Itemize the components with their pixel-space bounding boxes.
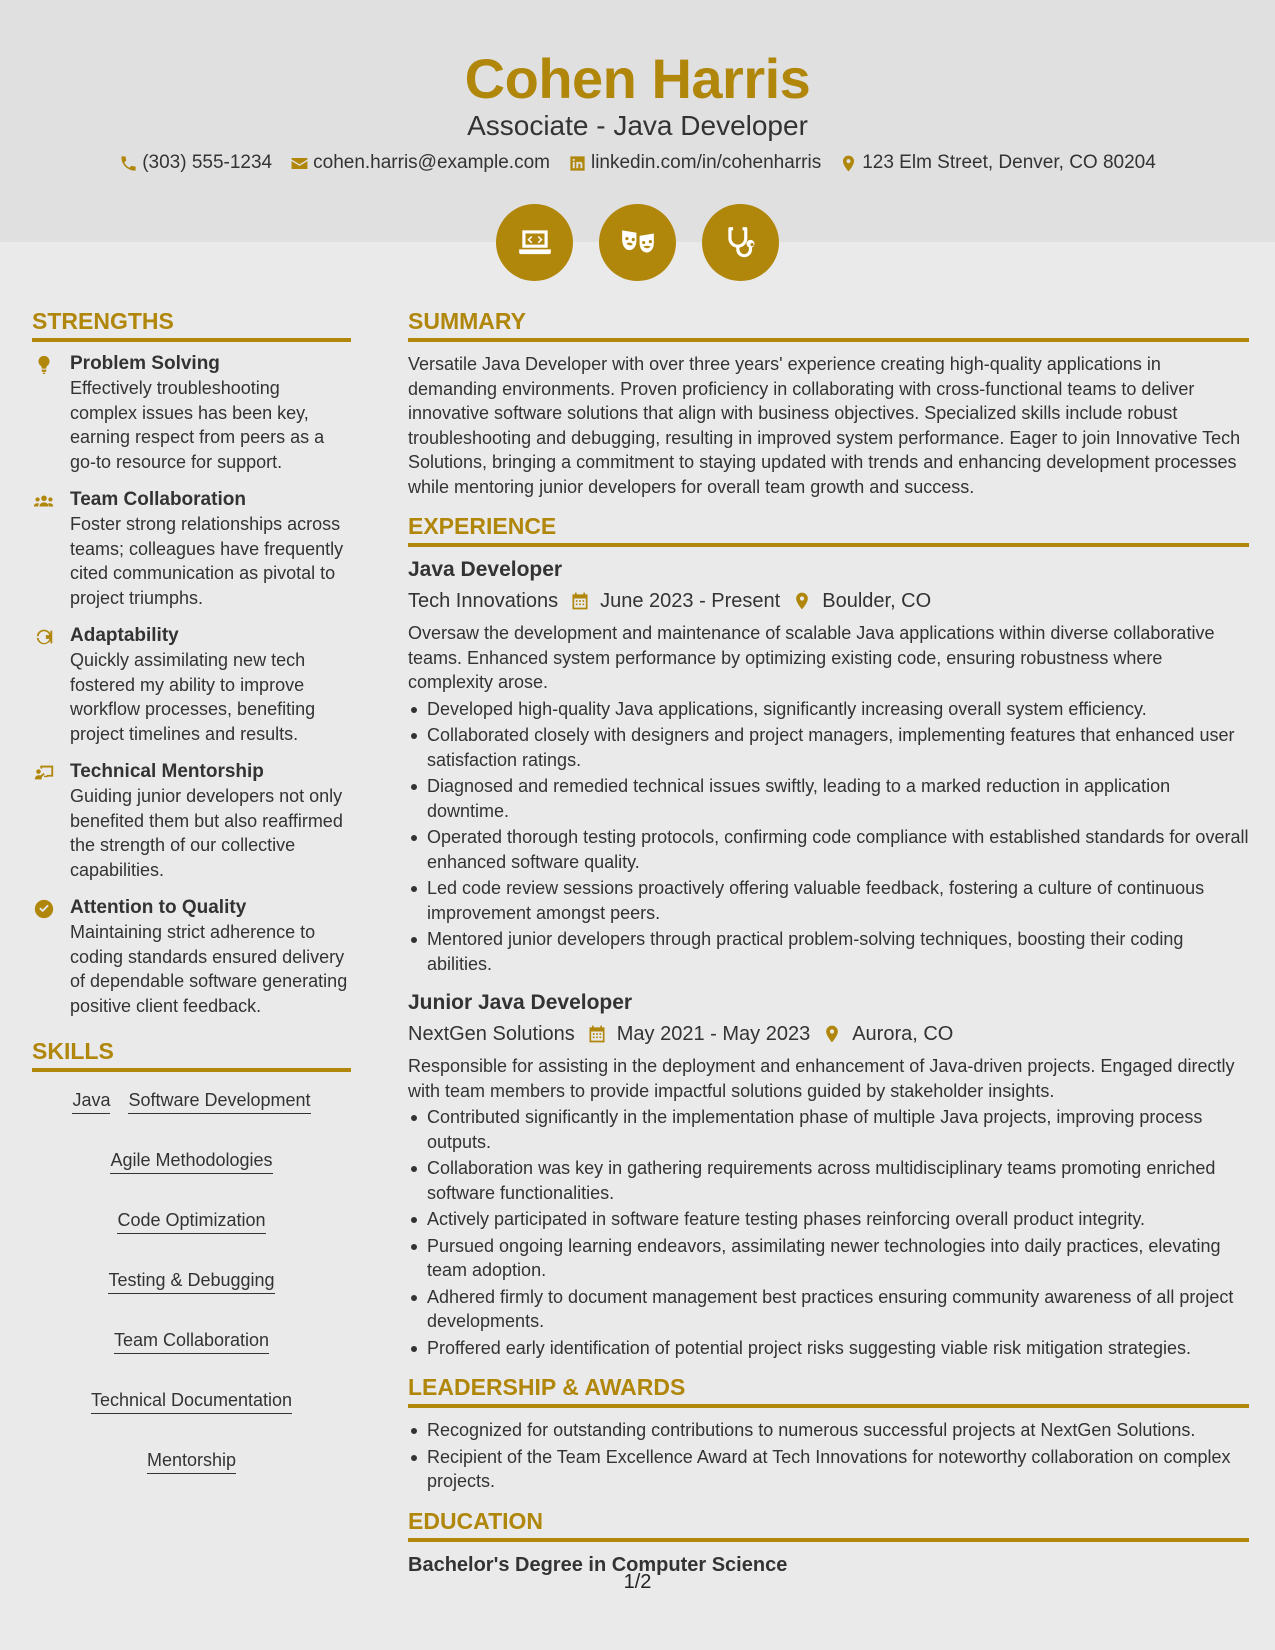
strength-title: Problem Solving (70, 353, 220, 374)
job-company: NextGen Solutions (408, 1023, 575, 1045)
job-dates: May 2021 - May 2023 (616, 1023, 811, 1045)
linkedin-text[interactable]: linkedin.com/in/cohenharris (590, 152, 822, 173)
award-item: Recipient of the Team Excellence Award at Tech Innovations for noteworthy collaboration on complex projects. (408, 1445, 1249, 1494)
job-bullets (408, 1105, 1249, 1360)
chalkboard-teacher-icon (33, 762, 55, 784)
strength-title: Adaptability (70, 625, 179, 646)
left-column (32, 308, 351, 1474)
education-heading: EDUCATION (408, 1508, 1249, 1542)
map-marker-icon (839, 154, 858, 173)
users-icon (33, 490, 55, 512)
summary-heading: SUMMARY (408, 308, 1249, 342)
page-number: 1/2 (623, 1571, 652, 1593)
job-meta (408, 587, 1249, 615)
skill-tag: Testing & Debugging (108, 1268, 274, 1294)
strength-title: Technical Mentorship (70, 761, 264, 782)
check-circle-icon (33, 898, 55, 920)
phone-icon (119, 154, 138, 173)
job-description: Responsible for assisting in the deployment and enhancement of Java-driven projects. Engaged directly with team members to provide impactful solutions guided by stakeholder insights. (408, 1056, 1235, 1101)
phone-text: (303) 555-1234 (142, 152, 273, 173)
stethoscope-icon (722, 224, 760, 262)
skill-tag: Software Development (128, 1088, 310, 1114)
hobby-medicine (702, 204, 779, 281)
skills-list (32, 1082, 351, 1474)
job-company: Tech Innovations (408, 590, 559, 612)
contact-address (839, 152, 1156, 174)
strength-item (32, 352, 351, 474)
email-text[interactable]: cohen.harris@example.com (313, 152, 550, 173)
strength-item (32, 760, 351, 882)
strength-desc: Foster strong relationships across teams; colleagues have frequently cited communication as pivotal to project triumphs. (70, 514, 344, 608)
map-marker-icon (792, 591, 812, 611)
strength-item (32, 624, 351, 746)
candidate-title: Associate - Java Developer (467, 110, 808, 141)
contact-phone (119, 152, 272, 174)
calendar-icon (570, 591, 590, 611)
job-bullet: Proffered early identification of potential project risks suggesting viable risk mitigation strategies. (408, 1336, 1249, 1361)
strengths-heading: STRENGTHS (32, 308, 351, 342)
linkedin-icon (568, 154, 587, 173)
strength-item (32, 488, 351, 610)
contact-email[interactable] (290, 152, 550, 174)
strength-item (32, 896, 351, 1018)
skill-tag: Java (72, 1088, 110, 1114)
leadership-heading: LEADERSHIP & AWARDS (408, 1374, 1249, 1408)
job-bullet: Collaboration was key in gathering requirements across multidisciplinary teams promoting enriched software functionalities. (408, 1156, 1249, 1205)
job-bullet: Mentored junior developers through practical problem-solving techniques, boosting their coding abilities. (408, 927, 1249, 976)
skill-tag: Mentorship (147, 1448, 236, 1474)
calendar-icon (587, 1024, 607, 1044)
strength-desc: Guiding junior developers not only benefited them but also reaffirmed the strength of our collective capabilities. (70, 786, 343, 880)
strength-desc: Effectively troubleshooting complex issues has been key, earning respect from peers as a go-to resource for support. (70, 378, 325, 472)
job-bullet: Diagnosed and remedied technical issues swiftly, leading to a marked reduction in application downtime. (408, 774, 1249, 823)
experience-heading: EXPERIENCE (408, 513, 1249, 547)
contact-bar (0, 152, 1275, 174)
job-bullet: Adhered firmly to document management best practices ensuring community awareness of all project developments. (408, 1285, 1249, 1334)
job-bullet: Operated thorough testing protocols, confirming code compliance with established standards for overall enhanced software quality. (408, 825, 1249, 874)
job-title: Junior Java Developer (408, 991, 633, 1014)
job-bullet: Contributed significantly in the implementation phase of multiple Java projects, improving process outputs. (408, 1105, 1249, 1154)
sync-icon (33, 626, 55, 648)
job-meta (408, 1020, 1249, 1048)
map-marker-icon (822, 1024, 842, 1044)
strength-title: Team Collaboration (70, 489, 246, 510)
skill-tag: Team Collaboration (114, 1328, 269, 1354)
hobby-coding (496, 204, 573, 281)
job-bullet: Pursued ongoing learning endeavors, assimilating newer technologies into daily practices, elevating team adoption. (408, 1234, 1249, 1283)
lightbulb-icon (33, 354, 55, 376)
job-location: Boulder, CO (822, 590, 932, 612)
resume-header (0, 0, 1275, 242)
job-bullet: Developed high-quality Java applications, significantly increasing overall system efficiency. (408, 697, 1249, 722)
job-description: Oversaw the development and maintenance of scalable Java applications within diverse collaborative teams. Enhanced system performance by optimizing existing code, ensuring robustness where complexity arose. (408, 623, 1215, 692)
job-bullet: Collaborated closely with designers and project managers, implementing features that enhanced user satisfaction ratings. (408, 723, 1249, 772)
skills-heading: SKILLS (32, 1038, 351, 1072)
job-entry (408, 990, 1249, 1360)
strength-desc: Maintaining strict adherence to coding standards ensured delivery of dependable software generating positive client feedback. (70, 922, 348, 1016)
strength-desc: Quickly assimilating new tech fostered my ability to improve workflow processes, benefiting project timelines and results. (70, 650, 316, 744)
job-bullet: Actively participated in software feature testing phases reinforcing overall product integrity. (408, 1207, 1249, 1232)
laptop-code-icon (516, 224, 554, 262)
candidate-name: Cohen Harris (464, 47, 811, 110)
right-column (408, 308, 1249, 1578)
strength-title: Attention to Quality (70, 897, 247, 918)
skill-tag: Technical Documentation (91, 1388, 292, 1414)
job-title: Java Developer (408, 558, 563, 581)
hobby-theater (599, 204, 676, 281)
envelope-icon (290, 154, 309, 173)
skill-tag: Agile Methodologies (110, 1148, 272, 1174)
award-item: Recognized for outstanding contributions to numerous successful projects at NextGen Solutions. (408, 1418, 1249, 1443)
theater-masks-icon (619, 224, 657, 262)
job-location: Aurora, CO (852, 1023, 954, 1045)
leadership-list (408, 1418, 1249, 1494)
contact-linkedin[interactable] (568, 152, 821, 174)
job-bullets (408, 697, 1249, 977)
address-text: 123 Elm Street, Denver, CO 80204 (862, 152, 1156, 173)
skill-tag: Code Optimization (117, 1208, 265, 1234)
job-entry (408, 557, 1249, 976)
education-degree: Bachelor's Degree in Computer Science (408, 1553, 788, 1576)
hobby-icons (0, 204, 1275, 281)
job-bullet: Led code review sessions proactively offering valuable feedback, fostering a culture of continuous improvement amongst peers. (408, 876, 1249, 925)
job-dates: June 2023 - Present (600, 590, 781, 612)
summary-text: Versatile Java Developer with over three years' experience creating high-quality applications in demanding environments. Proven proficiency in collaborating with cross-functional teams to deliver innovative software solutions that align with business objectives. Specialized skills include robust troubleshooting and debugging, resulting in improved system performance. Eager to join Innovative Tech Solutions, bringing a commitment to staying updated with trends and enhancing development processes while mentoring junior developers for overall team growth and success. (408, 354, 1241, 497)
